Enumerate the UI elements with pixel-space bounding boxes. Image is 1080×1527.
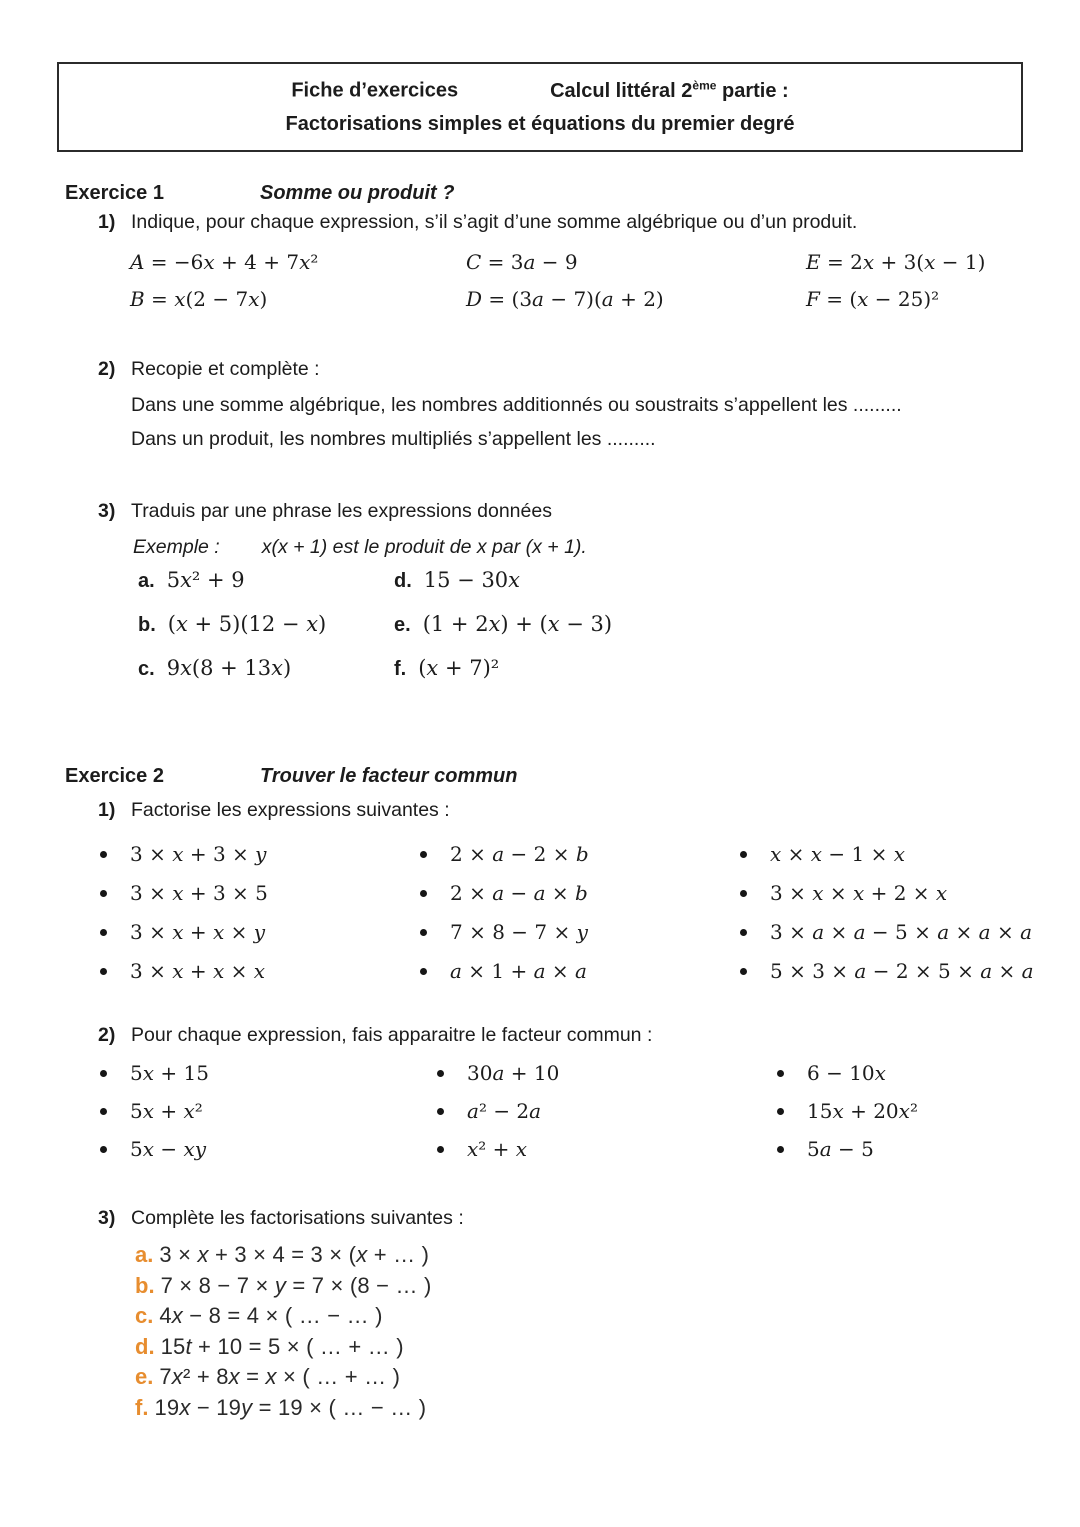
bullet-icon	[740, 890, 747, 897]
bullet-item	[437, 1061, 777, 1085]
item-expression: 3 × x + 3 × 5	[130, 881, 268, 905]
exercise2-question3	[98, 1207, 464, 1230]
exercise2-q2-bullets	[100, 1061, 1060, 1161]
bullet-item	[740, 920, 1060, 944]
expression-F: F = (x − 25)²	[806, 287, 940, 311]
bullet-icon	[437, 1146, 444, 1153]
expression-D: D = (3a − 7)(a + 2)	[466, 287, 664, 311]
exercise2-question2	[98, 1024, 652, 1047]
item-expression: 2 × a − 2 × b	[450, 842, 589, 866]
example-text: x(x + 1) est le produit de x par (x + 1).	[261, 536, 587, 558]
bullet-item	[437, 1137, 777, 1161]
item-expression: (x + 7)²	[418, 656, 500, 680]
item-expression: x² + x	[467, 1137, 528, 1161]
list-item	[394, 656, 758, 681]
bullet-icon	[777, 1108, 784, 1115]
header-subtitle: Factorisations simples et équations du premier degré	[285, 112, 795, 135]
question-text: Traduis par une phrase les expressions données	[131, 500, 552, 522]
item-expression: 5x + 15	[130, 1061, 209, 1085]
bullet-icon	[740, 851, 747, 858]
bullet-icon	[420, 929, 427, 936]
item-expression: 4x − 8 = 4 × ( … − … )	[159, 1303, 383, 1328]
bullet-icon	[420, 851, 427, 858]
exercise2-q1-bullets	[100, 842, 1060, 983]
item-letter: a.	[138, 570, 155, 592]
item-letter: f.	[394, 658, 407, 680]
item-letter: f.	[135, 1394, 149, 1420]
item-letter: a.	[135, 1242, 154, 1267]
item-letter: c.	[135, 1303, 154, 1328]
item-expression: 3 × x + 3 × 4 = 3 × (x + … )	[159, 1242, 430, 1267]
list-item	[135, 1364, 432, 1395]
question-number: 3)	[98, 1207, 116, 1229]
question-number: 1)	[98, 211, 116, 233]
item-letter: c.	[138, 658, 155, 680]
item-expression: a² − 2a	[467, 1099, 542, 1123]
item-expression: 30a + 10	[467, 1061, 560, 1085]
item-expression: 15 − 30x	[423, 568, 521, 592]
exercise2-theme: Trouver le facteur commun	[260, 765, 518, 787]
bullet-icon	[777, 1146, 784, 1153]
header-superscript: ème	[692, 78, 717, 92]
bullet-icon	[740, 929, 747, 936]
bullet-item	[740, 842, 1060, 866]
item-expression: (x + 5)(12 − x)	[167, 612, 327, 636]
bullet-item	[740, 881, 1060, 905]
bullet-icon	[100, 890, 107, 897]
item-letter: d.	[135, 1333, 155, 1359]
question-number: 2)	[98, 358, 116, 380]
bullet-item	[100, 1061, 437, 1085]
list-item	[135, 1334, 432, 1365]
item-expression: (1 + 2x) + (x − 3)	[422, 612, 613, 636]
bullet-icon	[777, 1070, 784, 1077]
fill-in-sentence-sum: Dans une somme algébrique, les nombres additionnés ou soustraits s’appellent les .........	[131, 394, 902, 416]
exercise2-q3-items	[135, 1242, 432, 1425]
bullet-item	[740, 959, 1060, 983]
exercise1-question3	[98, 500, 552, 523]
bullet-icon	[100, 968, 107, 975]
exercise1-q3-items	[138, 568, 758, 681]
exercise1-question1	[98, 211, 857, 234]
question-text: Recopie et complète :	[131, 358, 320, 380]
header-title-line	[59, 71, 1021, 106]
item-expression: 7 × 8 − 7 × y	[450, 920, 588, 944]
item-expression: 3 × x + x × x	[130, 959, 266, 983]
list-item	[135, 1242, 432, 1273]
bullet-item	[420, 842, 740, 866]
item-expression: 5x + x²	[130, 1099, 203, 1123]
item-letter: e.	[135, 1364, 154, 1389]
exercise1-theme: Somme ou produit ?	[260, 182, 455, 204]
item-expression: x × x − 1 × x	[770, 842, 905, 866]
exercise1-label: Exercice 1	[65, 182, 164, 204]
item-letter: d.	[394, 570, 412, 592]
bullet-item	[100, 1137, 437, 1161]
question-number: 3)	[98, 500, 116, 522]
header-title-right: Calcul littéral 2ème partie :	[550, 78, 789, 102]
bullet-icon	[420, 968, 427, 975]
item-letter: b.	[135, 1272, 155, 1298]
item-expression: 5x² + 9	[166, 568, 245, 592]
item-expression: a × 1 + a × a	[450, 959, 587, 983]
exercise2-label: Exercice 2	[65, 765, 164, 787]
item-expression: 9x(8 + 13x)	[166, 656, 292, 680]
item-expression: 3 × x + 3 × y	[130, 842, 267, 866]
worksheet-header-box	[57, 62, 1023, 152]
list-item	[394, 568, 758, 593]
bullet-item	[420, 881, 740, 905]
example-line	[133, 536, 587, 559]
question-text: Indique, pour chaque expression, s’il s’agit d’une somme algébrique ou d’un produit.	[131, 211, 858, 233]
expression-B: B = x(2 − 7x)	[130, 287, 268, 311]
item-expression: 2 × a − a × b	[450, 881, 588, 905]
item-expression: 19x − 19y = 19 × ( … − … )	[154, 1394, 427, 1420]
bullet-item	[100, 1099, 437, 1123]
bullet-item	[777, 1099, 1060, 1123]
list-item	[138, 568, 394, 593]
bullet-icon	[740, 968, 747, 975]
item-expression: 6 − 10x	[807, 1061, 886, 1085]
item-expression: 7x² + 8x = x × ( … + … )	[159, 1364, 401, 1389]
item-expression: 3 × x × x + 2 × x	[770, 881, 948, 905]
example-label: Exemple :	[133, 536, 220, 558]
bullet-item	[100, 959, 420, 983]
bullet-item	[100, 842, 420, 866]
bullet-icon	[437, 1070, 444, 1077]
bullet-item	[100, 920, 420, 944]
question-text: Factorise les expressions suivantes :	[131, 799, 450, 821]
item-expression: 5a − 5	[807, 1137, 874, 1161]
expression-E: E = 2x + 3(x − 1)	[806, 250, 986, 274]
item-expression: 15t + 10 = 5 × ( … + … )	[160, 1333, 404, 1359]
bullet-item	[420, 920, 740, 944]
item-expression: 3 × a × a − 5 × a × a × a	[770, 920, 1033, 944]
list-item	[135, 1303, 432, 1334]
question-number: 2)	[98, 1024, 116, 1046]
question-number: 1)	[98, 799, 116, 821]
list-item	[135, 1395, 432, 1426]
expression-A: A = −6x + 4 + 7x²	[130, 250, 319, 274]
bullet-item	[420, 959, 740, 983]
bullet-icon	[420, 890, 427, 897]
exercise2-question1	[98, 799, 450, 822]
item-letter: b.	[138, 614, 156, 636]
fill-in-sentence-product: Dans un produit, les nombres multipliés s’appellent les .........	[131, 428, 656, 450]
bullet-icon	[100, 851, 107, 858]
expression-C: C = 3a − 9	[466, 250, 578, 274]
bullet-icon	[100, 929, 107, 936]
bullet-item	[100, 881, 420, 905]
list-item	[135, 1273, 432, 1304]
bullet-item	[437, 1099, 777, 1123]
question-text: Pour chaque expression, fais apparaitre le facteur commun :	[131, 1024, 653, 1046]
item-letter: e.	[394, 614, 411, 636]
list-item	[138, 656, 394, 681]
bullet-icon	[100, 1108, 107, 1115]
bullet-icon	[437, 1108, 444, 1115]
item-expression: 7 × 8 − 7 × y = 7 × (8 − … )	[160, 1272, 432, 1298]
bullet-icon	[100, 1070, 107, 1077]
header-title-left: Fiche d’exercices	[291, 79, 459, 102]
bullet-item	[777, 1061, 1060, 1085]
bullet-item	[777, 1137, 1060, 1161]
list-item	[394, 612, 758, 637]
item-expression: 3 × x + x × y	[130, 920, 266, 944]
list-item	[138, 612, 394, 637]
question-text: Complète les factorisations suivantes :	[131, 1207, 464, 1229]
exercise1-q1-expressions	[130, 250, 1050, 311]
item-expression: 5x − xy	[130, 1137, 207, 1161]
item-expression: 5 × 3 × a − 2 × 5 × a × a	[770, 959, 1034, 983]
bullet-icon	[100, 1146, 107, 1153]
exercise1-question2	[98, 358, 320, 381]
item-expression: 15x + 20x²	[807, 1099, 918, 1123]
